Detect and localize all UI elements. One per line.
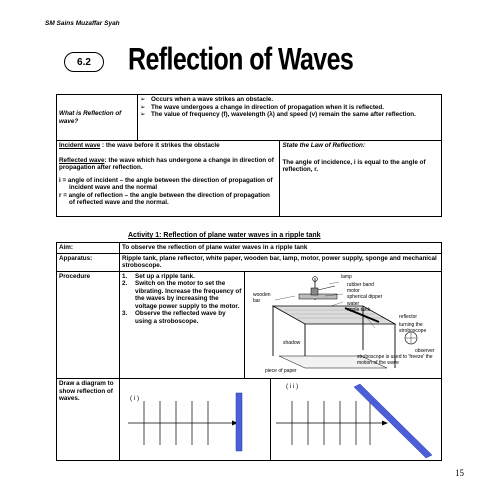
school-name: SM Sains Muzaffar Syah bbox=[45, 20, 120, 27]
wave-terms-cell bbox=[57, 141, 280, 217]
label-motor: motor bbox=[347, 287, 360, 294]
definition-table bbox=[56, 94, 442, 217]
apparatus-text: Ripple tank, plane reflector, white paper, wooden bar, lamp, motor, power supply, sponge and mechanical stroboscope. bbox=[120, 253, 442, 271]
aim-label: Aim: bbox=[57, 243, 120, 254]
reflection-drawings-cell bbox=[120, 379, 442, 461]
procedure-step: 1. Set up a ripple tank. bbox=[122, 272, 195, 280]
definition-point: ➢ The wave undergoes a change in direction of propagation when it is reflected. bbox=[140, 104, 439, 112]
reflected-term: Reflected wave bbox=[59, 156, 105, 164]
reflection-drawings bbox=[120, 379, 444, 461]
label-dipper: spherical dipper bbox=[347, 293, 383, 300]
angle-reflection-definition: r = angle of reflection – the angle between the direction of propagation of reflected wave and the normal. bbox=[59, 191, 270, 207]
apparatus-label: Apparatus: bbox=[57, 253, 120, 271]
label-rubber-band: rubber band bbox=[347, 281, 374, 288]
label-ripple-tank: ripple tank bbox=[347, 306, 371, 313]
activity-table bbox=[56, 242, 442, 461]
case-label-2: ( i i ) bbox=[286, 383, 299, 391]
law-cell bbox=[280, 141, 442, 217]
label-turning-stroboscope: turning the stroboscope bbox=[399, 321, 427, 334]
page-number: 15 bbox=[455, 468, 464, 478]
reflector-case-2 bbox=[354, 384, 432, 458]
procedure-step: 3. Observe the reflected wave by using a stroboscope. bbox=[122, 310, 226, 325]
reflected-definition: : the wave which has undergone a change in direction of propagation after reflection. bbox=[59, 156, 274, 172]
label-water: water bbox=[347, 300, 360, 307]
draw-label: Draw a diagram to show reflection of waves. bbox=[57, 379, 120, 461]
case-1-drawing bbox=[128, 393, 242, 451]
incident-term: Incident wave bbox=[59, 142, 101, 149]
label-paper: piece of paper bbox=[265, 367, 297, 374]
label-wooden-bar: wooden bar bbox=[253, 291, 271, 304]
activity-title: Activity 1: Reflection of plane water waves in a ripple tank bbox=[128, 232, 321, 239]
definition-question: What is Reflection of wave? bbox=[57, 95, 138, 141]
procedure-steps bbox=[120, 271, 245, 379]
ripple-tank-diagram-cell bbox=[245, 271, 442, 379]
definition-points bbox=[138, 95, 442, 141]
law-text: The angle of incidence, i is equal to the angle of reflection, r. bbox=[282, 158, 426, 174]
reflector-case-1 bbox=[236, 393, 242, 451]
label-reflector: reflector bbox=[399, 313, 418, 320]
aim-text: To observe the reflection of plane water waves in a ripple tank bbox=[120, 243, 442, 254]
definition-point: ➢ Occurs when a wave strikes an obstacle. bbox=[140, 96, 439, 104]
page-title: Reflection of Waves bbox=[128, 42, 354, 77]
procedure-step: 2. Switch on the motor to set the vibrating. Increase the frequency of the waves by increasing the voltage power supply to the motor. bbox=[122, 280, 242, 310]
incident-definition: : the wave before it strikes the obstacle bbox=[102, 142, 220, 149]
law-heading: State the Law of Reflection: bbox=[282, 142, 366, 149]
section-number-badge: 6.2 bbox=[64, 52, 104, 72]
label-observer: observer bbox=[415, 347, 435, 354]
angle-incident-definition: i = angle of incident – the angle between the direction of propagation of incident wave and the normal bbox=[59, 176, 273, 192]
procedure-label: Procedure bbox=[57, 271, 120, 379]
case-2-drawing bbox=[276, 384, 432, 458]
definition-point: ➢ The value of frequency (f), wavelength (λ) and speed (v) remain the same after reflection. bbox=[140, 111, 439, 119]
label-lamp: lamp bbox=[341, 273, 352, 280]
case-label-1: ( i ) bbox=[130, 395, 140, 403]
label-shadow: shadow bbox=[283, 339, 301, 346]
label-stroboscope-note: stroboscope is used to 'freeze' the motion of the wave bbox=[357, 353, 433, 366]
